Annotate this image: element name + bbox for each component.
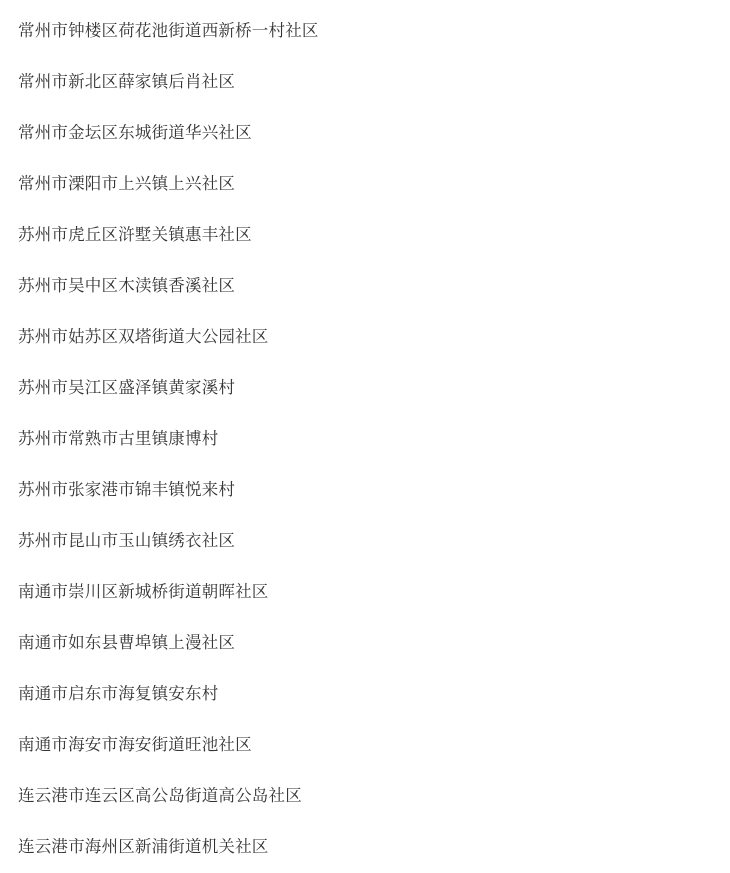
list-item: 苏州市吴江区盛泽镇黄家溪村 xyxy=(18,379,236,397)
list-item: 苏州市昆山市玉山镇绣衣社区 xyxy=(18,532,236,550)
list-item: 苏州市姑苏区双塔街道大公园社区 xyxy=(18,328,269,346)
list-item: 南通市启东市海复镇安东村 xyxy=(18,685,219,703)
list-item: 连云港市海州区新浦街道机关社区 xyxy=(18,838,269,856)
list-item: 常州市新北区薛家镇后肖社区 xyxy=(18,73,236,91)
list-item: 常州市溧阳市上兴镇上兴社区 xyxy=(18,175,236,193)
list-item: 苏州市张家港市锦丰镇悦来村 xyxy=(18,481,236,499)
list-item: 常州市金坛区东城街道华兴社区 xyxy=(18,124,252,142)
list-item: 常州市钟楼区荷花池街道西新桥一村社区 xyxy=(18,22,319,40)
list-item: 南通市如东县曹埠镇上漫社区 xyxy=(18,634,236,652)
list-item: 南通市海安市海安街道旺池社区 xyxy=(18,736,252,754)
list-item: 苏州市常熟市古里镇康博村 xyxy=(18,430,219,448)
list-item: 连云港市连云区高公岛街道高公岛社区 xyxy=(18,787,302,805)
list-item: 苏州市吴中区木渎镇香溪社区 xyxy=(18,277,236,295)
list-item: 苏州市虎丘区浒墅关镇惠丰社区 xyxy=(18,226,252,244)
list-item: 南通市崇川区新城桥街道朝晖社区 xyxy=(18,583,269,601)
